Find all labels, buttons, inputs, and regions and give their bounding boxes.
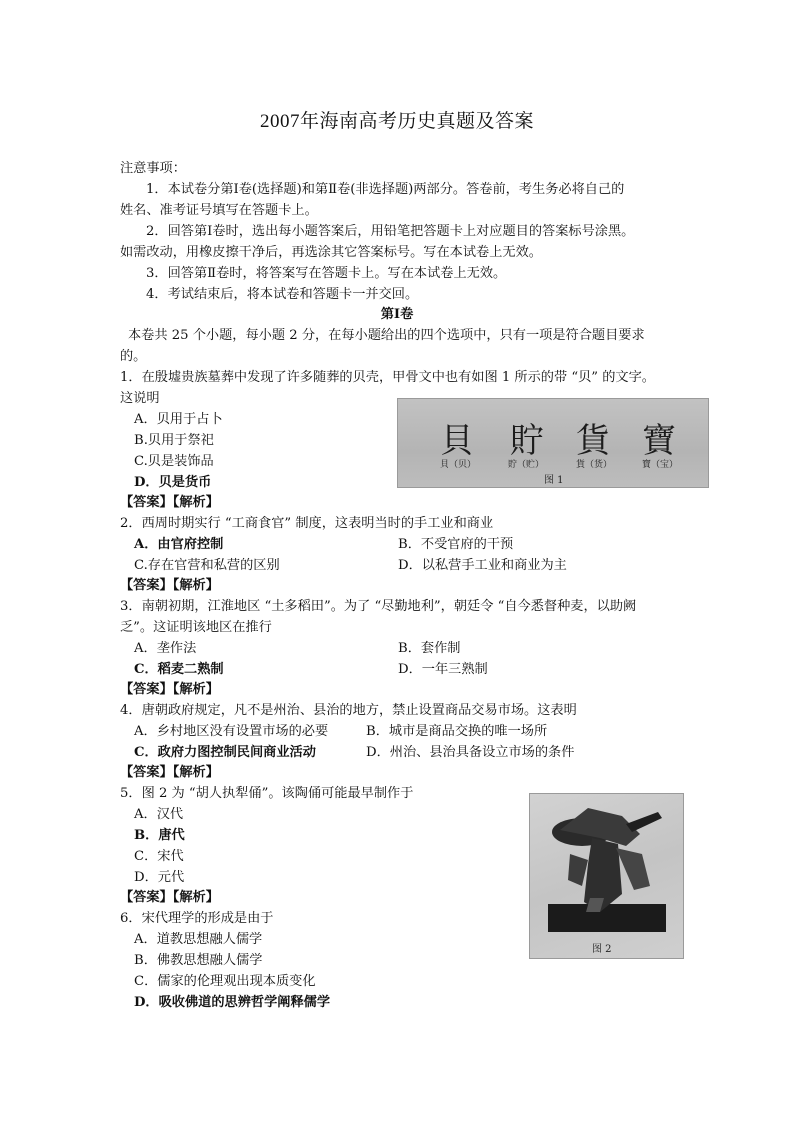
section-intro: 的。 (120, 349, 147, 364)
q5-option-d: D．元代 (134, 870, 185, 885)
q4-stem: 4．唐朝政府规定，凡不是州治、县治的地方，禁止设置商品交易市场。这表明 (120, 703, 577, 718)
q3-option-a: A．垄作法 (134, 641, 197, 656)
q4-option-b: B．城市是商品交换的唯一场所 (366, 724, 548, 739)
notice-line: 1．本试卷分第Ⅰ卷(选择题)和第Ⅱ卷(非选择题)两部分。答卷前，考生务必将自己的 (146, 182, 625, 197)
glyph-caption: 貨（货） (576, 460, 613, 470)
q5-stem: 5．图 2 为 “胡人执犁俑”。该陶俑可能最早制作于 (120, 786, 414, 801)
q4-answer-tag: 【答案】【解析】 (120, 765, 219, 780)
notice-line: 姓名、准考证号填写在答题卡上。 (120, 203, 318, 218)
q3-stem: 3．南朝初期，江淮地区 “土多稻田”。为了 “尽勤地利”，朝廷令 “自今悉督种麦，以助阙 (120, 599, 637, 614)
figure-1-label: 图 1 (544, 475, 564, 486)
q1-stem: 这说明 (120, 391, 160, 406)
q3-option-d: D．一年三熟制 (398, 662, 488, 677)
glyph-caption: 貯（贮） (508, 460, 545, 470)
q3-option-c: C．稻麦二熟制 (134, 662, 224, 677)
q6-option-c: C．儒家的伦理观出现本质变化 (134, 974, 316, 989)
figure-1-oracle-bone-glyphs (397, 398, 709, 488)
q1-option-a: A．贝用于占卜 (134, 412, 223, 427)
figurine-illustration (530, 794, 683, 958)
oracle-glyph: 寶 (642, 421, 676, 461)
page-title: 2007年海南高考历史真题及答案 (259, 111, 534, 132)
q5-answer-tag: 【答案】【解析】 (120, 890, 219, 905)
notice-line: 4．考试结束后，将本试卷和答题卡一并交回。 (146, 287, 419, 302)
glyph-caption: 貝（贝） (440, 460, 477, 470)
glyph-caption: 寶（宝） (642, 460, 679, 470)
q1-option-b: B.贝用于祭祀 (134, 433, 214, 448)
q2-option-d: D．以私营手工业和商业为主 (398, 558, 567, 573)
q3-answer-tag: 【答案】【解析】 (120, 682, 219, 697)
section-intro: 本卷共 25 个小题，每小题 2 分，在每小题给出的四个选项中，只有一项是符合题目要求 (128, 328, 645, 343)
q4-option-a: A．乡村地区没有设置市场的必要 (134, 724, 329, 739)
oracle-glyph: 貯 (510, 421, 544, 461)
oracle-glyph: 貝 (440, 421, 474, 461)
q2-answer-tag: 【答案】【解析】 (120, 578, 219, 593)
q2-option-b: B．不受官府的干预 (398, 537, 514, 552)
q6-stem: 6．宋代理学的形成是由于 (120, 911, 274, 926)
figure-2-pottery-figurine-photo (529, 793, 684, 959)
q5-option-a: A．汉代 (134, 807, 184, 822)
q2-option-c: C.存在官营和私营的区别 (134, 558, 280, 573)
q5-option-b: B．唐代 (134, 828, 185, 843)
q1-answer-tag: 【答案】【解析】 (120, 495, 219, 510)
q1-option-d: D．贝是货币 (134, 475, 212, 490)
q1-option-c: C.贝是装饰品 (134, 454, 214, 469)
notice-line: 如需改动，用橡皮擦干净后，再选涂其它答案标号。写在本试卷上无效。 (120, 245, 542, 260)
q4-option-d: D．州治、县治具备设立市场的条件 (366, 745, 575, 760)
q2-option-a: A．由官府控制 (134, 537, 224, 552)
q1-stem: 1．在殷墟贵族墓葬中发现了许多随葬的贝壳，甲骨文中也有如图 1 所示的带 “贝” 的文字。 (120, 370, 655, 385)
q6-option-d: D．吸收佛道的思辨哲学阐释儒学 (134, 995, 331, 1010)
figure-2-label: 图 2 (592, 944, 612, 955)
notice-line: 2．回答第Ⅰ卷时，选出每小题答案后，用铅笔把答题卡上对应题目的答案标号涂黑。 (146, 224, 635, 239)
q6-option-b: B．佛教思想融人儒学 (134, 953, 263, 968)
section-heading: 第Ⅰ卷 (380, 307, 414, 322)
q6-option-a: A．道教思想融人儒学 (134, 932, 263, 947)
q4-option-c: C．政府力图控制民间商业活动 (134, 745, 316, 760)
q3-stem: 乏”。这证明该地区在推行 (120, 620, 272, 635)
q2-stem: 2．西周时期实行 “工商食官” 制度，这表明当时的手工业和商业 (120, 516, 494, 531)
q5-option-c: C．宋代 (134, 849, 184, 864)
notice-line: 3．回答第Ⅱ卷时，将答案写在答题卡上。写在本试卷上无效。 (146, 266, 507, 281)
oracle-glyph: 貨 (576, 421, 610, 461)
q3-option-b: B．套作制 (398, 641, 461, 656)
notice-heading: 注意事项： (120, 161, 186, 176)
